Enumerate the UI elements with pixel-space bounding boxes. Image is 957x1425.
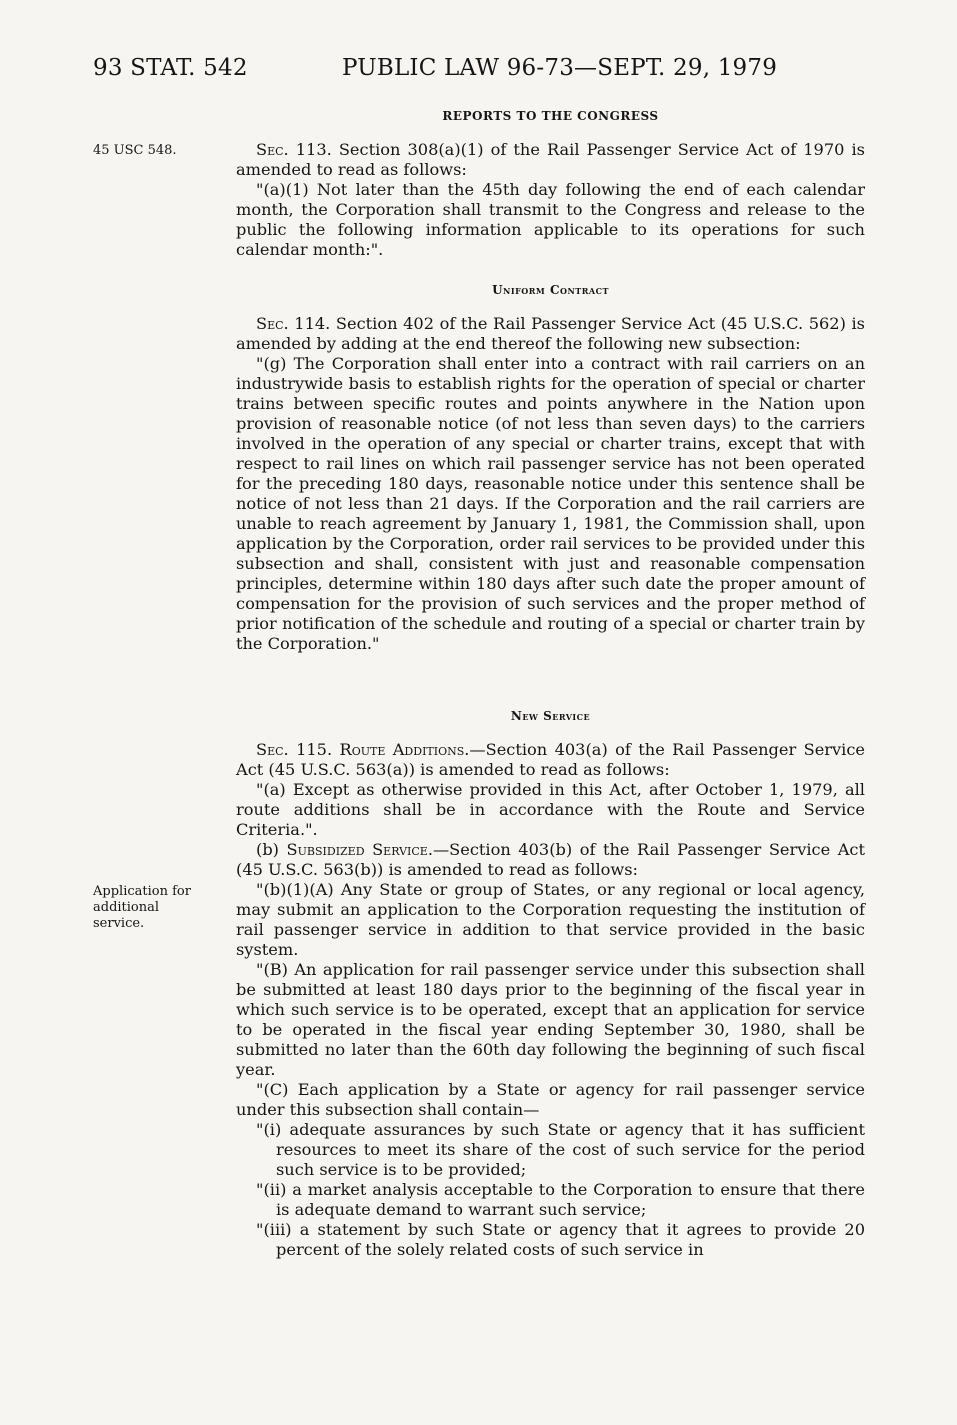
sec-113-text: Sec. 113. Section 308(a)(1) of the Rail Passenger Service Act of 1970 is amended to read as follows: <box>236 140 865 179</box>
sec-115-quote-bB: "(B) An application for rail passenger service under this subsection shall be submitted at least 180 days prior to the beginning of the fiscal year in which such service is to be operated, except that an application for service to be operated in the fiscal year ending September 30, 1980, shall be submitted no later than the 60th day following the beginning of such fiscal year. <box>236 960 865 1079</box>
sec-115-item-iii: "(iii) a statement by such State or agency that it agrees to provide 20 percent of the solely related costs of such service in <box>256 1220 865 1259</box>
sec-115-subsection-b: (b) Subsidized Service.—Section 403(b) of the Rail Passenger Service Act (45 U.S.C. 563(b)) is amended to read as follows: <box>236 840 866 879</box>
margin-note-line: additional <box>93 900 160 915</box>
running-header-title: PUBLIC LAW 96-73—SEPT. 29, 1979 <box>342 55 778 81</box>
sec-115-quote-b1: "(b)(1)(A) Any State or group of States, or any regional or local agency, may submit an application to the Corporation requesting the institution of rail passenger service in addition to that service provided in the basic system. <box>236 880 865 959</box>
sec-114-text: Sec. 114. Section 402 of the Rail Passenger Service Act (45 U.S.C. 562) is amended by adding at the end thereof the following new subsection: <box>236 314 865 353</box>
margin-note-usc: 45 USC 548. <box>93 143 177 158</box>
margin-note-line: service. <box>93 916 145 931</box>
statute-page-number: 93 STAT. 542 <box>93 55 248 81</box>
sec-115-item-ii: "(ii) a market analysis acceptable to the Corporation to ensure that there is adequate demand to warrant such service; <box>256 1180 865 1219</box>
heading-reports-to-congress: REPORTS TO THE CONGRESS <box>442 109 659 123</box>
margin-note-line: Application for <box>93 884 191 899</box>
margin-note-application <box>93 884 191 932</box>
sec-115-text: Sec. 115. Route Additions.—Section 403(a) of the Rail Passenger Service Act (45 U.S.C. 563(a)) is amended to read as follows: <box>236 740 865 779</box>
sec-114-quote: "(g) The Corporation shall enter into a contract with rail carriers on an industrywide basis to establish rights for the operation of special or charter trains between specific routes and points anywhere in the Nation upon provision of reasonable notice (of not less than seven days) to the carriers involved in the operation of any special or charter trains, except that with respect to rail lines on which rail passenger service has not been operated for the preceding 180 days, reasonable notice under this sentence shall be notice of not less than 21 days. If the Corporation and the rail carriers are unable to reach agreement by January 1, 1981, the Commission shall, upon application by the Corporation, order rail services to be provided under this subsection and shall, consistent with just and reasonable compensation principles, determine within 180 days after such date the proper amount of compensation for the provision of such services and the proper method of prior notification of the schedule and routing of a special or charter train by the Corporation." <box>236 354 865 653</box>
section-113 <box>236 140 865 260</box>
sec-115-quote-bC: "(C) Each application by a State or agency for rail passenger service under this subsection shall contain— <box>236 1080 865 1119</box>
sec-115-quote-a: "(a) Except as otherwise provided in this Act, after October 1, 1979, all route additions shall be in accordance with the Route and Service Criteria.". <box>236 780 865 839</box>
sec-115-item-i: "(i) adequate assurances by such State or agency that it has sufficient resources to meet its share of the cost of such service for the period such service is to be provided; <box>256 1120 865 1179</box>
section-114 <box>236 314 865 654</box>
section-115 <box>236 740 865 1260</box>
heading-uniform-contract: Uniform Contract <box>492 283 609 297</box>
heading-new-service: New Service <box>510 709 591 723</box>
sec-113-quote: "(a)(1) Not later than the 45th day following the end of each calendar month, the Corporation shall transmit to the Congress and release to the public the following information applicable to its operations for such calendar month:". <box>236 180 865 259</box>
